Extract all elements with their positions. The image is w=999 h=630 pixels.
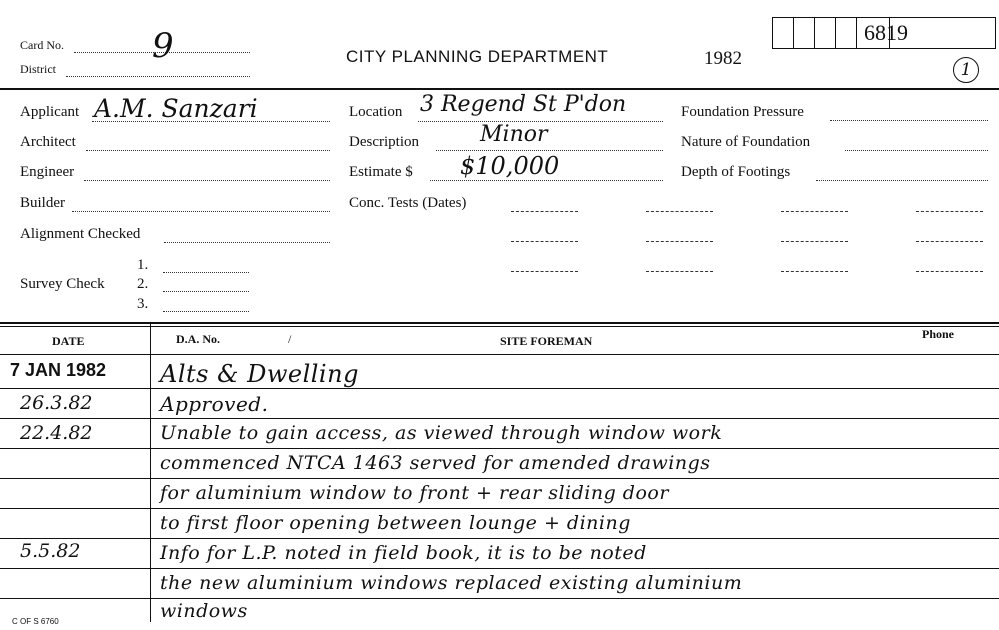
table-row-line [0, 448, 999, 449]
conc-test-line [916, 271, 983, 272]
number-box [815, 18, 836, 48]
survey-2-line [163, 291, 249, 292]
depth-footings-label: Depth of Footings [681, 164, 791, 180]
foundation-pressure-line [830, 120, 988, 121]
row-entry: windows [160, 600, 248, 622]
number-box [773, 18, 794, 48]
nature-foundation-label: Nature of Foundation [681, 134, 811, 150]
table-row-line [0, 598, 999, 599]
alignment-label: Alignment Checked [20, 226, 141, 242]
row-entry: Alts & Dwelling [160, 360, 359, 388]
builder-label: Builder [20, 195, 65, 211]
number-box-value [864, 18, 995, 48]
engineer-label: Engineer [20, 164, 75, 180]
table-row-line [0, 418, 999, 419]
card-no-value: 9 [152, 26, 174, 66]
survey-label: Survey Check [20, 276, 105, 292]
alignment-line [164, 242, 330, 243]
depth-footings-line [816, 180, 988, 181]
row-date: 5.5.82 [20, 540, 81, 562]
district-line [66, 76, 250, 77]
foundation-pressure-label: Foundation Pressure [681, 104, 804, 120]
row-entry: for aluminium window to front + rear sliding door [160, 482, 669, 504]
row-date: 26.3.82 [20, 392, 93, 414]
estimate-value: $10,000 [460, 152, 560, 180]
table-row-line [0, 354, 999, 355]
box-number: 6819 [864, 20, 908, 45]
conc-test-line [511, 211, 578, 212]
row-entry: to first floor opening between lounge + dining [160, 512, 631, 534]
engineer-line [84, 180, 330, 181]
da-slash: / [288, 332, 292, 346]
row-entry: Approved. [160, 392, 269, 416]
form-code: C OF S 6760 [12, 617, 59, 626]
survey-3-line [163, 311, 249, 312]
location-value: 3 Regend St P'don [420, 92, 627, 117]
description-label: Description [349, 134, 419, 150]
da-header: D.A. No. [176, 332, 220, 346]
date-header: DATE [52, 334, 85, 348]
description-value: Minor [480, 122, 548, 147]
row-date: 22.4.82 [20, 422, 93, 444]
table-row-line [0, 478, 999, 479]
conc-test-line [781, 271, 848, 272]
conc-test-line [916, 241, 983, 242]
card-number-boxes [772, 17, 996, 49]
table-row-line [0, 508, 999, 509]
page-title: CITY PLANNING DEPARTMENT [346, 47, 609, 66]
conc-test-line [916, 211, 983, 212]
year: 1982 [704, 48, 742, 69]
table-row-line [0, 568, 999, 569]
table-row-line [0, 538, 999, 539]
survey-2-label: 2. [137, 276, 149, 292]
description-line [436, 150, 663, 151]
estimate-label: Estimate $ [349, 164, 413, 180]
date-column-divider [150, 322, 151, 622]
row-entry: commenced NTCA 1463 served for amended drawings [160, 452, 711, 474]
conc-test-line [511, 271, 578, 272]
card-no-label: Card No. [20, 38, 64, 52]
survey-1-label: 1. [137, 257, 149, 273]
number-box [794, 18, 815, 48]
conc-test-line [781, 211, 848, 212]
conc-test-line [646, 271, 713, 272]
location-label: Location [349, 104, 403, 120]
row-entry: Info for L.P. noted in field book, it is to be noted [160, 542, 647, 564]
district-label: District [20, 62, 56, 76]
conc-test-line [781, 241, 848, 242]
conc-test-line [511, 241, 578, 242]
phone-header: Phone [922, 327, 955, 341]
row-entry: Unable to gain access, as viewed through window work [160, 422, 723, 444]
number-box [836, 18, 857, 48]
nature-foundation-line [845, 150, 988, 151]
conc-test-line [646, 211, 713, 212]
site-foreman-header: SITE FOREMAN [500, 334, 593, 348]
applicant-label: Applicant [20, 104, 80, 120]
survey-3-label: 3. [137, 296, 149, 312]
circle-number: 1 [953, 57, 979, 83]
architect-label: Architect [20, 134, 76, 150]
conc-tests-label: Conc. Tests (Dates) [349, 195, 467, 211]
builder-line [72, 211, 330, 212]
table-row-line [0, 388, 999, 389]
architect-line [86, 150, 330, 151]
header-rule [0, 88, 999, 90]
conc-test-line [646, 241, 713, 242]
applicant-value: A.M. Sanzari [94, 94, 258, 123]
row-date: 7 JAN 1982 [10, 360, 107, 380]
row-entry: the new aluminium windows replaced existing aluminium [160, 572, 743, 594]
estimate-line [430, 180, 663, 181]
survey-1-line [163, 272, 249, 273]
